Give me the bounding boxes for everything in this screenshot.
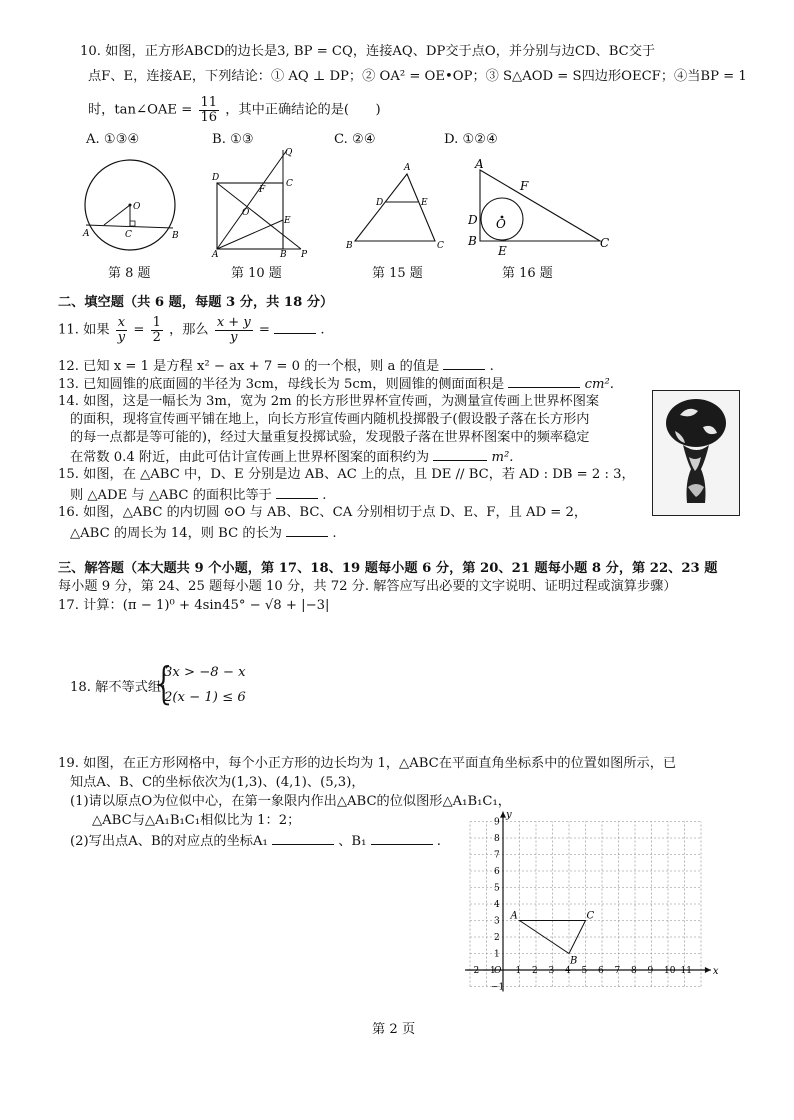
q10-option-d[interactable]: D. ①②④ [444, 132, 498, 147]
y-tick-label: 9 [494, 817, 500, 828]
caption-fig8: 第 8 题 [108, 266, 151, 281]
fig16-label-o: O [496, 217, 506, 231]
fig16-label-b: B [468, 234, 477, 248]
q19-line1: 19. 如图，在正方形网格中，每个小正方形的边长均为 1，△ABC在平面直角坐标系中的位置如图所示，已 [58, 756, 677, 771]
figure-15 [345, 163, 444, 251]
q10-option-c[interactable]: C. ②④ [334, 132, 376, 147]
y-tick-label: 5 [494, 883, 500, 894]
q19-line4: △ABC与△A₁B₁C₁相似比为 1：2； [92, 813, 301, 828]
point-label-a: A [510, 910, 518, 922]
fig15-label-b: B [346, 241, 353, 251]
q11-frac-half: $\frac{1}{2}$ [152, 315, 161, 345]
fig8-label-c: C [125, 230, 132, 240]
q15-answer-blank[interactable] [276, 486, 318, 499]
section-3-line1: 三、解答题（本大题共 9 个小题，第 17、18、19 题每小题 6 分，第 20、21 题每小题 8 分，第 22、23 题 [58, 561, 718, 576]
x-tick-label: 3 [548, 966, 555, 976]
fig15-label-a: A [404, 163, 411, 173]
q10-option-b[interactable]: B. ①③ [212, 132, 254, 147]
q11-frac-xy: $\frac{x}{y}$ [117, 315, 126, 345]
section-2-title: 二、填空题（共 6 题，每题 3 分，共 18 分） [58, 295, 334, 310]
q10-line1: 10. 如图，正方形ABCD的边长是3, BP = CQ，连接AQ、DP交于点O，并分别与边CD、BC交于 [80, 44, 656, 59]
x-tick-label: 6 [598, 966, 604, 976]
fig15-label-d: D [376, 198, 384, 208]
q13-answer-blank[interactable] [508, 375, 580, 388]
x-tick-label: 11 [680, 966, 692, 976]
q19-line5: (2)写出点A、B的对应点的坐标A₁ 、B₁ . [70, 834, 441, 849]
point-label-b: B [570, 955, 578, 967]
q19-a1-blank[interactable] [272, 832, 334, 845]
q16-line2: △ABC 的周长为 14，则 BC 的长为 . [70, 526, 337, 541]
q18-ineq2: 2(x − 1) ≤ 6 [164, 690, 246, 705]
y-tick-label: 6 [494, 867, 500, 877]
q11-frac-sum: $\frac{x + y}{y}$ [216, 315, 251, 345]
fig10-label-d: D [212, 173, 220, 183]
q10-option-a[interactable]: A. ①③④ [86, 132, 140, 147]
q11-answer-blank[interactable] [274, 321, 316, 334]
y-tick-label: 3 [494, 916, 500, 927]
q19-b1-blank[interactable] [371, 832, 433, 845]
fig16-label-f: F [520, 179, 529, 193]
q14-line3: 的每一点都是等可能的)，经过大量重复投掷试验，发现骰子落在世界杯图案中的频率稳定 [70, 430, 590, 445]
q17: 17. 计算：(π − 1)⁰ + 4sin45° − √8 + |−3| [58, 598, 330, 613]
x-tick-label: −1 [482, 966, 496, 976]
y-tick-label-negative: −1 [491, 982, 505, 993]
q10-line3-post: ，其中正确结论的是( ) [225, 102, 381, 118]
figure-16 [467, 157, 609, 258]
y-tick-label: 4 [494, 900, 500, 910]
x-tick-label: 2 [532, 966, 538, 976]
coordinate-grid [446, 809, 726, 1004]
x-tick-label: 5 [581, 966, 588, 976]
y-tick-label: 8 [494, 834, 500, 844]
x-tick-label: O [494, 966, 502, 976]
fig16-label-d: D [468, 213, 478, 227]
x-axis-arrow-icon [705, 967, 711, 973]
q14-line1: 14. 如图，这是一幅长为 3m，宽为 2m 的长方形世界杯宣传画，为测量宣传画上世界杯图案 [58, 394, 600, 409]
q12: 12. 已知 x = 1 是方程 x² − ax + 7 = 0 的一个根，则 a 的值是 . [58, 359, 494, 374]
x-tick-label: 7 [614, 966, 621, 976]
q19-line2: 知点A、B、C的坐标依次为(1,3)、(4,1)、(5,3)， [70, 775, 365, 790]
fig10-label-e: E [284, 216, 291, 226]
x-tick-label: −2 [466, 966, 480, 976]
fig16-label-e: E [498, 244, 507, 258]
q10-line3-pre: 时，tan∠OAE = [88, 102, 193, 118]
q11: 11. 如果 $\frac{x}{y}$ = $\frac{1}{2}$ ，那么 $\frac{x + y}{y}$ = . [58, 315, 325, 345]
fig10-label-b: B [280, 250, 287, 260]
fig8-label-a: A [83, 229, 90, 239]
x-tick-label: 10 [664, 966, 676, 976]
q18-label: 18. 解不等式组: [70, 680, 166, 695]
fig10-label-f: F [259, 185, 266, 195]
q16-answer-blank[interactable] [286, 524, 328, 537]
y-tick-label: 1 [494, 949, 500, 960]
q10-fraction: $\frac{11}{16}$ [200, 95, 218, 125]
figure-10 [211, 148, 308, 260]
q16-line1: 16. 如图，△ABC 的内切圆 ⊙O 与 AB、BC、CA 分别相切于点 D、E、F，且 AD = 2， [58, 505, 588, 520]
x-tick-label: 8 [631, 966, 637, 976]
caption-fig15: 第 15 题 [372, 266, 423, 281]
y-tick-label: 7 [494, 850, 500, 861]
q13: 13. 已知圆锥的底面圆的半径为 3cm，母线长为 5cm，则圆锥的侧面面积是 cm². [58, 377, 614, 392]
figures-row [80, 148, 640, 260]
q10-line3 [88, 96, 381, 124]
fig15-label-c: C [437, 241, 444, 251]
figure-8 [82, 160, 179, 250]
x-tick-label: 1 [515, 966, 522, 976]
fig10-label-c: C [286, 179, 293, 189]
y-axis-label: y [506, 809, 512, 821]
fig16-label-a: A [475, 157, 484, 171]
q18-brace: { [150, 658, 178, 709]
q14-answer-blank[interactable] [433, 448, 487, 461]
q18-ineq1: 3x > −8 − x [164, 665, 246, 680]
fig10-label-o: O [242, 208, 250, 218]
x-tick-label: 4 [565, 966, 571, 976]
q15-line1: 15. 如图，在 △ABC 中，D、E 分别是边 AB、AC 上的点，且 DE // BC，若 AD : DB = 2 : 3， [58, 467, 635, 482]
q12-answer-blank[interactable] [443, 357, 485, 370]
q14-line4: 在常数 0.4 附近，由此可估计宣传画上世界杯图案的面积约为 m². [70, 450, 514, 465]
fig10-label-p: P [301, 250, 308, 260]
x-axis-label: x [712, 966, 719, 977]
page-number: 第 2 页 [372, 1022, 416, 1037]
fig8-label-b: B [172, 231, 179, 241]
x-tick-label: 9 [647, 966, 654, 976]
caption-fig16: 第 16 题 [502, 266, 553, 281]
world-cup-trophy-icon [653, 391, 739, 515]
fig10-label-a: A [212, 250, 219, 260]
point-label-c: C [586, 910, 595, 922]
q10-line2: 点F、E，连接AE，下列结论：① AQ ⊥ DP；② OA² = OE•OP；③ S△AOD = S四边形OECF；④当BP = 1 [88, 69, 747, 84]
q14-line2: 的面积，现将宣传画平铺在地上，向长方形宣传画内随机投掷骰子(假设骰子落在长方形内 [70, 412, 590, 427]
q15-line2: 则 △ADE 与 △ABC 的面积比等于 . [70, 488, 327, 503]
q19-line3: (1)请以原点O为位似中心，在第一象限内作出△ABC的位似图形△A₁B₁C₁， [70, 794, 511, 809]
fig10-label-q: Q [285, 148, 293, 158]
y-tick-label: 2 [494, 933, 500, 943]
section-3-line2: 每小题 9 分，第 24、25 题每小题 10 分，共 72 分. 解答应写出必要的文字说明、证明过程或演算步骤） [58, 579, 677, 594]
world-cup-picture [652, 390, 740, 516]
caption-fig10: 第 10 题 [231, 266, 282, 281]
fig15-label-e: E [421, 198, 428, 208]
fig8-label-o: O [133, 202, 141, 212]
fig16-label-c: C [600, 236, 610, 250]
